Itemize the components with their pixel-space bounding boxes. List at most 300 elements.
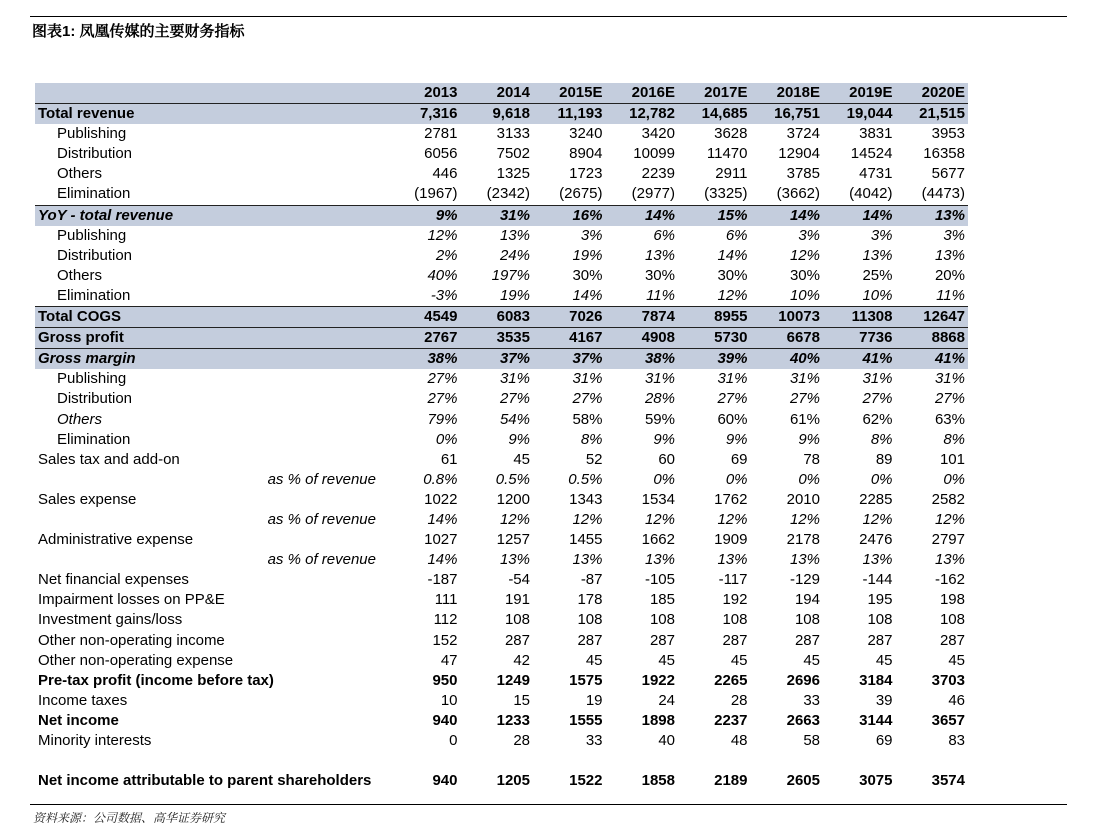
value-cell: 89 xyxy=(875,450,893,468)
year-header: 2018E xyxy=(751,83,824,104)
year-header: 2017E xyxy=(678,83,751,104)
value-cell: 3953 xyxy=(931,125,965,143)
value-cell: 16,751 xyxy=(751,104,824,125)
value-cell: 1922 xyxy=(641,671,675,689)
value-cell: -162 xyxy=(934,571,965,589)
row-label: Others xyxy=(57,165,103,183)
value-cell: -129 xyxy=(789,571,820,589)
value-cell: 108 xyxy=(939,611,965,629)
value-cell: 8868 xyxy=(896,328,969,349)
value-cell: 16358 xyxy=(923,145,965,163)
row-label: Investment gains/loss xyxy=(38,611,183,629)
value-cell: 5677 xyxy=(931,165,965,183)
value-cell: 58 xyxy=(803,732,820,749)
row-label: Net income attributable to parent shareholders xyxy=(38,772,372,790)
row-label: Publishing xyxy=(57,370,127,388)
figure-title: 图表1: 凤凰传媒的主要财务指标 xyxy=(32,23,245,40)
row-label: Gross margin xyxy=(35,349,388,370)
value-cell: 446 xyxy=(432,165,458,183)
value-cell: 287 xyxy=(577,631,603,649)
value-cell: 950 xyxy=(432,671,458,689)
value-cell: 2% xyxy=(435,246,458,264)
value-cell: 28 xyxy=(730,691,748,709)
year-header: 2013 xyxy=(388,83,461,104)
value-cell: 12% xyxy=(717,510,748,528)
value-cell: 31% xyxy=(461,205,534,226)
value-cell: 13% xyxy=(934,551,965,569)
table-body xyxy=(35,104,968,792)
value-cell: 3184 xyxy=(859,671,893,689)
value-cell: 12% xyxy=(934,510,965,528)
value-cell: -3% xyxy=(430,286,458,304)
value-cell: 12% xyxy=(427,226,458,244)
value-cell: 39% xyxy=(678,349,751,370)
table-row xyxy=(35,307,968,328)
value-cell: 30% xyxy=(572,266,603,284)
year-header: 2014 xyxy=(461,83,534,104)
row-label: as % of revenue xyxy=(267,470,376,488)
value-cell: 1662 xyxy=(641,531,675,549)
table-row xyxy=(35,144,968,164)
row-label: Net income xyxy=(38,711,119,729)
value-cell: 45 xyxy=(730,651,748,669)
value-cell: 19 xyxy=(585,691,603,709)
value-cell: 108 xyxy=(504,611,530,629)
value-cell: 1762 xyxy=(714,490,748,508)
value-cell: 47 xyxy=(440,651,458,669)
table-row xyxy=(35,450,968,470)
value-cell: 27% xyxy=(789,390,820,408)
value-cell: 6678 xyxy=(751,328,824,349)
value-cell: 2265 xyxy=(714,671,748,689)
value-cell: 1455 xyxy=(569,531,603,549)
value-cell: 13% xyxy=(862,246,893,264)
value-cell: 33 xyxy=(803,691,820,709)
table-row xyxy=(35,570,968,590)
row-label: Publishing xyxy=(57,125,127,143)
value-cell: 45 xyxy=(948,651,965,669)
table-row xyxy=(35,691,968,711)
value-cell: 83 xyxy=(948,732,965,749)
value-cell: 45 xyxy=(803,651,820,669)
row-label: Sales tax and add-on xyxy=(38,450,180,468)
value-cell: 1858 xyxy=(641,772,675,790)
value-cell: 108 xyxy=(649,611,675,629)
value-cell: 46 xyxy=(948,691,965,709)
value-cell: 3831 xyxy=(859,125,893,143)
value-cell: 4167 xyxy=(533,328,606,349)
value-cell: (3662) xyxy=(776,185,820,203)
row-label: Administrative expense xyxy=(38,531,194,549)
value-cell: 3628 xyxy=(714,125,748,143)
value-cell: 14% xyxy=(606,205,679,226)
value-cell: 101 xyxy=(939,450,965,468)
value-cell: 2237 xyxy=(714,711,748,729)
value-cell: 10073 xyxy=(751,307,824,328)
year-header: 2020E xyxy=(896,83,969,104)
value-cell: 2911 xyxy=(715,165,748,183)
row-label: Publishing xyxy=(57,226,127,244)
value-cell: 287 xyxy=(504,631,530,649)
table-row xyxy=(35,226,968,246)
table-row xyxy=(35,550,968,570)
value-cell: 24% xyxy=(499,246,530,264)
value-cell: 61% xyxy=(789,410,820,428)
table-row xyxy=(35,631,968,651)
value-cell: 2285 xyxy=(859,490,893,508)
value-cell: 7736 xyxy=(823,328,896,349)
value-cell: 41% xyxy=(896,349,969,370)
value-cell: 60% xyxy=(717,410,748,428)
value-cell: 12904 xyxy=(778,145,820,163)
value-cell: 27% xyxy=(499,390,530,408)
value-cell: 12,782 xyxy=(606,104,679,125)
table-row xyxy=(35,369,968,389)
value-cell: 4549 xyxy=(388,307,461,328)
value-cell: 7502 xyxy=(496,145,530,163)
value-cell: 45 xyxy=(658,651,675,669)
value-cell: 78 xyxy=(803,450,820,468)
value-cell: 152 xyxy=(432,631,458,649)
value-cell: 37% xyxy=(533,349,606,370)
value-cell: 11308 xyxy=(823,307,896,328)
value-cell: 69 xyxy=(875,732,893,749)
value-cell: 1205 xyxy=(496,772,530,790)
financial-table xyxy=(35,83,968,791)
value-cell: 3724 xyxy=(786,125,820,143)
value-cell: 3240 xyxy=(569,125,603,143)
value-cell: 3574 xyxy=(931,772,965,790)
value-cell: 940 xyxy=(432,772,458,790)
value-cell: 287 xyxy=(867,631,893,649)
value-cell: 37% xyxy=(461,349,534,370)
value-cell: 12647 xyxy=(896,307,969,328)
value-cell: 31% xyxy=(644,370,675,388)
value-cell: 12% xyxy=(789,246,820,264)
value-cell: 3657 xyxy=(931,711,965,729)
value-cell: 27% xyxy=(572,390,603,408)
value-cell: 1575 xyxy=(569,671,603,689)
value-cell: 12% xyxy=(789,510,820,528)
value-cell: 6% xyxy=(653,226,675,244)
value-cell: 185 xyxy=(649,591,675,609)
table-row xyxy=(35,164,968,184)
value-cell: 198 xyxy=(939,591,965,609)
value-cell: 7874 xyxy=(606,307,679,328)
value-cell: 40% xyxy=(427,266,458,284)
table-row xyxy=(35,651,968,671)
value-cell: 1027 xyxy=(424,531,458,549)
value-cell: (2342) xyxy=(486,185,530,203)
value-cell: 2189 xyxy=(714,772,748,790)
row-label: Others xyxy=(57,410,103,428)
value-cell: 19% xyxy=(499,286,530,304)
value-cell: 1022 xyxy=(424,490,458,508)
value-cell: 48 xyxy=(730,732,748,749)
value-cell: 0.5% xyxy=(568,470,603,488)
row-label: Gross profit xyxy=(35,328,388,349)
table-row xyxy=(35,266,968,286)
value-cell: 38% xyxy=(606,349,679,370)
value-cell: 194 xyxy=(794,591,820,609)
row-label: Elimination xyxy=(57,430,131,448)
value-cell: 10099 xyxy=(633,145,675,163)
value-cell: 108 xyxy=(577,611,603,629)
value-cell: 27% xyxy=(934,390,965,408)
value-cell: 63% xyxy=(934,410,965,428)
value-cell: 12% xyxy=(499,510,530,528)
value-cell: 111 xyxy=(434,591,458,609)
value-cell: 3144 xyxy=(859,711,893,729)
value-cell: 2696 xyxy=(786,671,820,689)
table-row xyxy=(35,430,968,450)
value-cell: 30% xyxy=(644,266,675,284)
value-cell: 54% xyxy=(499,410,530,428)
value-cell: -54 xyxy=(508,571,530,589)
value-cell: 9% xyxy=(653,430,675,448)
value-cell: 6083 xyxy=(461,307,534,328)
value-cell: 3% xyxy=(580,226,603,244)
value-cell: 31% xyxy=(717,370,748,388)
value-cell: 14% xyxy=(427,510,458,528)
value-cell: 13% xyxy=(862,551,893,569)
value-cell: 0% xyxy=(653,470,675,488)
value-cell: (2977) xyxy=(631,185,675,203)
row-label: as % of revenue xyxy=(267,510,376,528)
row-label: Total revenue xyxy=(35,104,388,125)
table-row xyxy=(35,751,968,791)
value-cell: 21,515 xyxy=(896,104,969,125)
value-cell: 12% xyxy=(717,286,748,304)
top-rule xyxy=(30,16,1067,17)
value-cell: 41% xyxy=(823,349,896,370)
value-cell: 20% xyxy=(934,266,965,284)
year-header: 2019E xyxy=(823,83,896,104)
value-cell: 15 xyxy=(513,691,530,709)
value-cell: 5730 xyxy=(678,328,751,349)
row-label: Pre-tax profit (income before tax) xyxy=(38,671,274,689)
value-cell: 2239 xyxy=(641,165,675,183)
value-cell: 14% xyxy=(751,205,824,226)
value-cell: 10% xyxy=(789,286,820,304)
table-row xyxy=(35,711,968,731)
value-cell: -187 xyxy=(427,571,458,589)
row-label: Other non-operating income xyxy=(38,631,225,649)
value-cell: 108 xyxy=(867,611,893,629)
value-cell: 192 xyxy=(722,591,748,609)
value-cell: 14% xyxy=(572,286,603,304)
value-cell: 108 xyxy=(794,611,820,629)
value-cell: 2178 xyxy=(786,531,820,549)
row-label: Total COGS xyxy=(35,307,388,328)
value-cell: 3420 xyxy=(641,125,675,143)
value-cell: 1233 xyxy=(496,711,530,729)
value-cell: 3% xyxy=(798,226,820,244)
value-cell: (4042) xyxy=(849,185,893,203)
value-cell: 24 xyxy=(658,691,675,709)
value-cell: 12% xyxy=(572,510,603,528)
value-cell: 59% xyxy=(644,410,675,428)
bottom-rule xyxy=(30,804,1067,805)
value-cell: 178 xyxy=(577,591,603,609)
value-cell: 52 xyxy=(585,450,603,468)
value-cell: 1257 xyxy=(496,531,530,549)
value-cell: 8% xyxy=(943,430,965,448)
value-cell: 2582 xyxy=(931,490,965,508)
value-cell: (1967) xyxy=(414,185,458,203)
value-cell: 13% xyxy=(896,205,969,226)
value-cell: 1200 xyxy=(496,490,530,508)
value-cell: 27% xyxy=(717,390,748,408)
value-cell: 8% xyxy=(580,430,603,448)
value-cell: 3075 xyxy=(859,772,893,790)
value-cell: 14524 xyxy=(850,145,893,163)
table-row xyxy=(35,246,968,266)
value-cell: 58% xyxy=(572,410,603,428)
value-cell: 940 xyxy=(432,711,458,729)
value-cell: 1343 xyxy=(569,490,603,508)
row-label: Others xyxy=(57,266,103,284)
source-note: 资料来源：公司数据、高华证券研究 xyxy=(33,811,226,825)
value-cell: 8904 xyxy=(569,145,603,163)
value-cell: 1522 xyxy=(569,772,603,790)
value-cell: 4908 xyxy=(606,328,679,349)
value-cell: 69 xyxy=(730,450,748,468)
table-row xyxy=(35,590,968,610)
value-cell: 1249 xyxy=(496,671,530,689)
value-cell: 19,044 xyxy=(823,104,896,125)
value-cell: 30% xyxy=(717,266,748,284)
row-label: Other non-operating expense xyxy=(38,651,234,669)
value-cell: 2781 xyxy=(424,125,458,143)
value-cell: 3133 xyxy=(496,125,530,143)
value-cell: 0 xyxy=(449,732,458,749)
table-row xyxy=(35,104,968,125)
value-cell: 61 xyxy=(440,450,458,468)
value-cell: 10% xyxy=(862,286,893,304)
table-row xyxy=(35,184,968,205)
table-row xyxy=(35,530,968,550)
value-cell: 16% xyxy=(533,205,606,226)
row-label: Distribution xyxy=(57,246,133,264)
value-cell: 0.5% xyxy=(495,470,530,488)
value-cell: 3703 xyxy=(931,671,965,689)
value-cell: 8955 xyxy=(678,307,751,328)
value-cell: 8% xyxy=(870,430,893,448)
value-cell: 31% xyxy=(572,370,603,388)
value-cell: 6056 xyxy=(424,145,458,163)
table-row xyxy=(35,328,968,349)
value-cell: 13% xyxy=(499,551,530,569)
value-cell: 3% xyxy=(870,226,893,244)
table-row xyxy=(35,610,968,630)
value-cell: 2010 xyxy=(786,490,820,508)
value-cell: 3785 xyxy=(786,165,820,183)
value-cell: 14% xyxy=(823,205,896,226)
table-row xyxy=(35,470,968,490)
value-cell: 1555 xyxy=(569,711,603,729)
value-cell: -87 xyxy=(580,571,603,589)
value-cell: 13% xyxy=(644,551,675,569)
value-cell: 3535 xyxy=(461,328,534,349)
row-label: Distribution xyxy=(57,390,133,408)
value-cell: 6% xyxy=(725,226,748,244)
value-cell: 13% xyxy=(789,551,820,569)
value-cell: 9,618 xyxy=(461,104,534,125)
value-cell: 31% xyxy=(862,370,893,388)
table-row xyxy=(35,124,968,144)
value-cell: 13% xyxy=(499,226,530,244)
value-cell: 1909 xyxy=(714,531,748,549)
value-cell: 13% xyxy=(572,551,603,569)
table-row xyxy=(35,671,968,691)
value-cell: 79% xyxy=(427,410,458,428)
table-row xyxy=(35,490,968,510)
table-row xyxy=(35,205,968,226)
value-cell: 31% xyxy=(499,370,530,388)
value-cell: 11470 xyxy=(706,145,748,163)
value-cell: 2605 xyxy=(786,772,820,790)
value-cell: 62% xyxy=(862,410,893,428)
table-row xyxy=(35,410,968,430)
value-cell: (3325) xyxy=(704,185,748,203)
value-cell: 0% xyxy=(870,470,893,488)
value-cell: 10 xyxy=(440,691,458,709)
value-cell: 27% xyxy=(862,390,893,408)
value-cell: 45 xyxy=(585,651,603,669)
value-cell: 0% xyxy=(943,470,965,488)
value-cell: 1723 xyxy=(569,165,603,183)
value-cell: 11% xyxy=(646,286,675,304)
value-cell: 287 xyxy=(722,631,748,649)
value-cell: 12% xyxy=(644,510,675,528)
value-cell: 0% xyxy=(725,470,748,488)
value-cell: 9% xyxy=(388,205,461,226)
value-cell: 15% xyxy=(678,205,751,226)
row-label: Net financial expenses xyxy=(38,571,189,589)
header-row xyxy=(35,83,968,104)
value-cell: 191 xyxy=(504,591,530,609)
value-cell: 30% xyxy=(789,266,820,284)
value-cell: 287 xyxy=(939,631,965,649)
row-label: Elimination xyxy=(57,286,131,304)
value-cell: 4731 xyxy=(859,165,893,183)
row-label: Distribution xyxy=(57,145,133,163)
value-cell: 31% xyxy=(789,370,820,388)
row-label: as % of revenue xyxy=(267,551,376,569)
value-cell: 195 xyxy=(867,591,893,609)
table-row xyxy=(35,510,968,530)
value-cell: 25% xyxy=(862,266,893,284)
value-cell: 11% xyxy=(936,286,965,304)
value-cell: -105 xyxy=(644,571,675,589)
value-cell: 45 xyxy=(875,651,893,669)
header-label-cell xyxy=(35,83,388,104)
value-cell: 2476 xyxy=(859,531,893,549)
value-cell: 40% xyxy=(751,349,824,370)
value-cell: 39 xyxy=(875,691,893,709)
value-cell: 38% xyxy=(388,349,461,370)
value-cell: 287 xyxy=(649,631,675,649)
value-cell: 13% xyxy=(717,551,748,569)
row-label: Impairment losses on PP&E xyxy=(38,591,225,609)
value-cell: (2675) xyxy=(559,185,603,203)
value-cell: 19% xyxy=(572,246,603,264)
value-cell: 2663 xyxy=(786,711,820,729)
value-cell: 28% xyxy=(644,390,675,408)
value-cell: 7,316 xyxy=(388,104,461,125)
value-cell: 9% xyxy=(798,430,820,448)
